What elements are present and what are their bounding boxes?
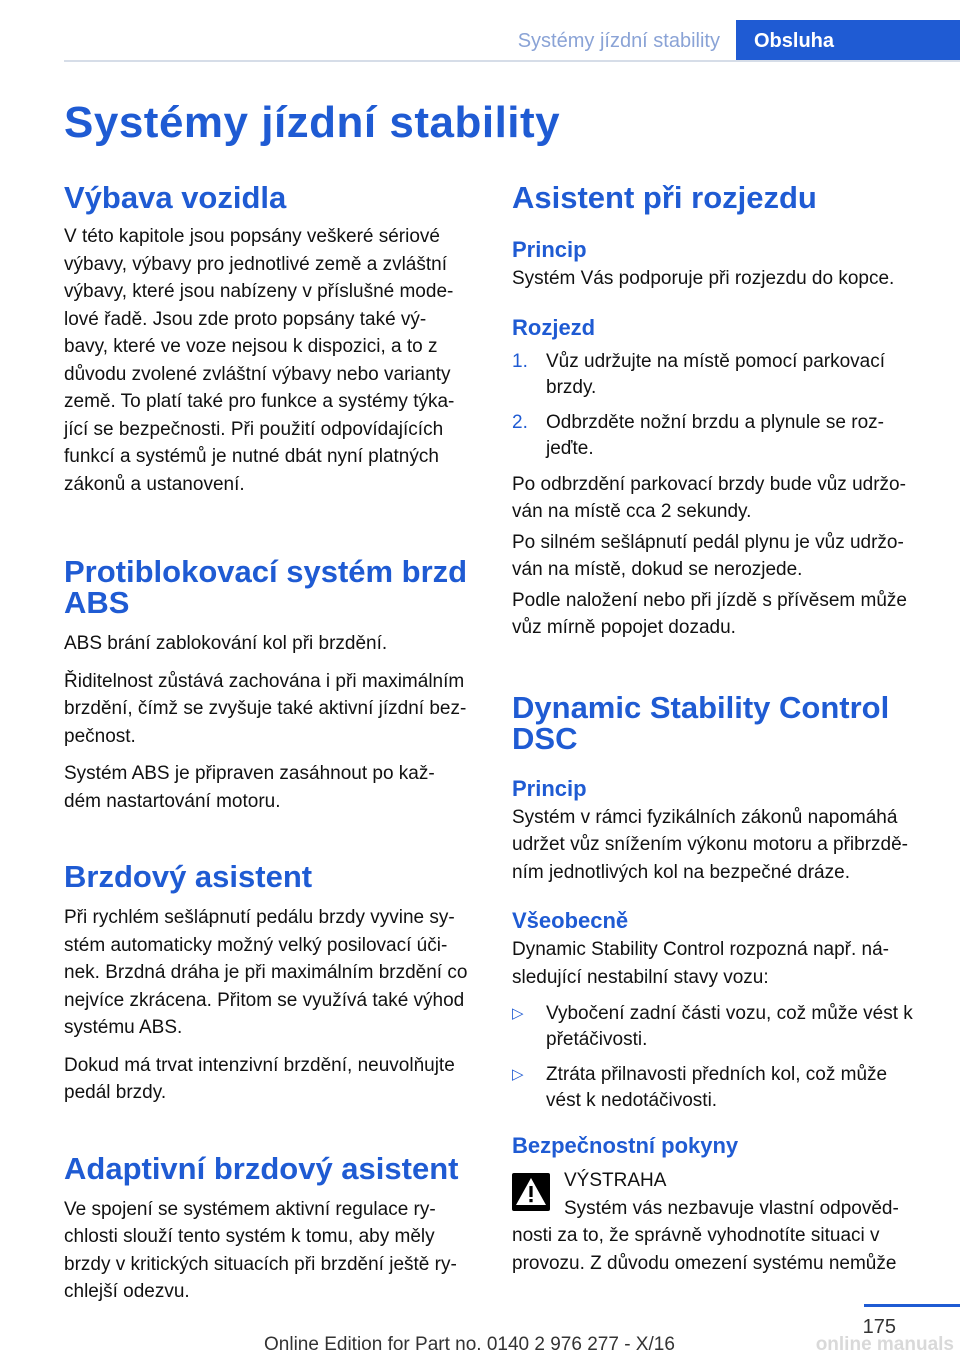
subheading-vseobecne: Všeobecně	[512, 908, 629, 933]
heading-dsc: Dynamic Stability Control DSC	[512, 689, 890, 756]
footer-watermark: online manuals	[815, 1334, 954, 1355]
heading-adaptivni-asistent: Adaptivní brzdový asistent	[64, 1150, 459, 1186]
princip-2-text: Systém v rámci fyzikálních zákonů napomáhá udržet vůz snížením výkonu motoru a přibrzdě‐ ním jednotlivých kol na bezpečné dráze.	[512, 806, 909, 883]
heading-brzdovy-asistent: Brzdový asistent	[64, 859, 313, 894]
rozjezd-text-2: Po silném sešlápnutí pedál plynu je vůz udržo‐ ván na místě, dokud se nerozjede.	[512, 531, 904, 580]
list-item: ▷ Vybočení zadní části vozu, což může vést k přetáčivosti.	[512, 1003, 913, 1050]
running-header-tab: Obsluha	[736, 20, 960, 62]
princip-1-text: Systém Vás podporuje při rozjezdu do kopce.	[512, 268, 895, 289]
vybava-text: V této kapitole jsou popsány veškeré sériové výbavy, výbavy pro jednotlivé země a zvláštní výbavy, které jsou nabízeny v příslušné mode‐ lové řadě. Jsou zde proto popsány také vý‐ bavy, které ve voze nejsou k dispozici, a to z důvodu zvolené zvláštní výbavy nebo varianty země. To platí také pro funkce a systémy týka‐ jící se bezpečnosti. Při použití odpovídajících funkcí a systémů je nutné dbát nyní platných zákonů a ustanovení.	[64, 226, 455, 495]
step-number: 2.	[512, 411, 528, 433]
brzdovy-text-1: Při rychlém sešlápnutí pedálu brzdy vyvine sy‐ stém automaticky možný velký posilovací úči‐ nek. Brzdná dráha je při maximálním brzdění co nejvíce zkrácena. Přitom se využívá také výhod systému ABS.	[64, 907, 468, 1038]
adaptivni-text: Ve spojení se systémem aktivní regulace ry‐ chlosti slouží tento systém k tomu, aby měly brzdy v kritických situacích při brzdění ještě ry‐ chlejší odezvu.	[64, 1198, 457, 1302]
footer-edition: Online Edition for Part no. 0140 2 976 277 - X/16	[264, 1334, 675, 1355]
warning-text: VÝSTRAHA Systém vás nezbavuje vlastní odpověd‐ nosti za to, že správně vyhodnotíte situaci v provozu. Z důvodu omezení systému nemůže	[512, 1167, 928, 1277]
list-item: 2. Odbrzděte nožní brzdu a plynule se roz‐ jeďte.	[512, 411, 884, 459]
footer-accent-line	[864, 1304, 960, 1307]
step-number: 1.	[512, 350, 528, 372]
vseobecne-text: Dynamic Stability Control rozpozná např. ná‐ sledující nestabilní stavy vozu:	[512, 939, 890, 988]
list-item: ▷ Ztráta přilnavosti předních kol, což může vést k nedotáčivosti.	[512, 1064, 888, 1111]
triangle-right-icon: ▷	[512, 1005, 524, 1022]
subheading-bezpecnostni-pokyny: Bezpečnostní pokyny	[512, 1133, 739, 1158]
warning-triangle-icon	[512, 1173, 550, 1211]
list-item: 1. Vůz udržujte na místě pomocí parkovací brzdy.	[512, 350, 885, 398]
right-column	[512, 182, 928, 1277]
rozjezd-text-3: Podle naložení nebo při jízdě s přívěsem může vůz mírně popojet dozadu.	[512, 589, 907, 638]
warning-label: VÝSTRAHA	[564, 1170, 667, 1191]
page-title: Systémy jízdní stability	[64, 98, 561, 147]
abs-text-1: ABS brání zablokování kol při brzdění.	[64, 633, 388, 654]
heading-asistent-rozjezdu: Asistent při rozjezdu	[512, 180, 817, 215]
abs-text-2: Řiditelnost zůstává zachována i při maximálním brzdění, čímž se zvyšuje také aktivní jízdní bez‐ pečnost.	[64, 670, 467, 747]
heading-abs: Protiblokovací systém brzd ABS	[64, 554, 468, 620]
running-header-section: Systémy jízdní stability	[517, 30, 720, 52]
header-divider	[64, 60, 960, 62]
brzdovy-text-2: Dokud má trvat intenzivní brzdění, neuvolňujte pedál brzdy.	[64, 1054, 455, 1103]
subheading-princip-2: Princip	[512, 775, 587, 801]
subheading-rozjezd: Rozjezd	[512, 314, 596, 340]
dsc-bullets	[512, 1001, 928, 1114]
heading-vybava-vozidla: Výbava vozidla	[64, 180, 287, 215]
page-number: 175	[862, 1316, 896, 1338]
triangle-right-icon: ▷	[512, 1066, 524, 1083]
rozjezd-text-1: Po odbrzdění parkovací brzdy bude vůz udržo‐ ván na místě cca 2 sekundy.	[512, 473, 906, 522]
left-column	[64, 182, 478, 1306]
warning-box	[512, 1167, 928, 1277]
rozjezd-steps	[512, 349, 928, 462]
abs-text-3: Systém ABS je připraven zasáhnout po kaž‐ dém nastartování motoru.	[64, 763, 435, 812]
subheading-princip-1: Princip	[512, 237, 587, 262]
